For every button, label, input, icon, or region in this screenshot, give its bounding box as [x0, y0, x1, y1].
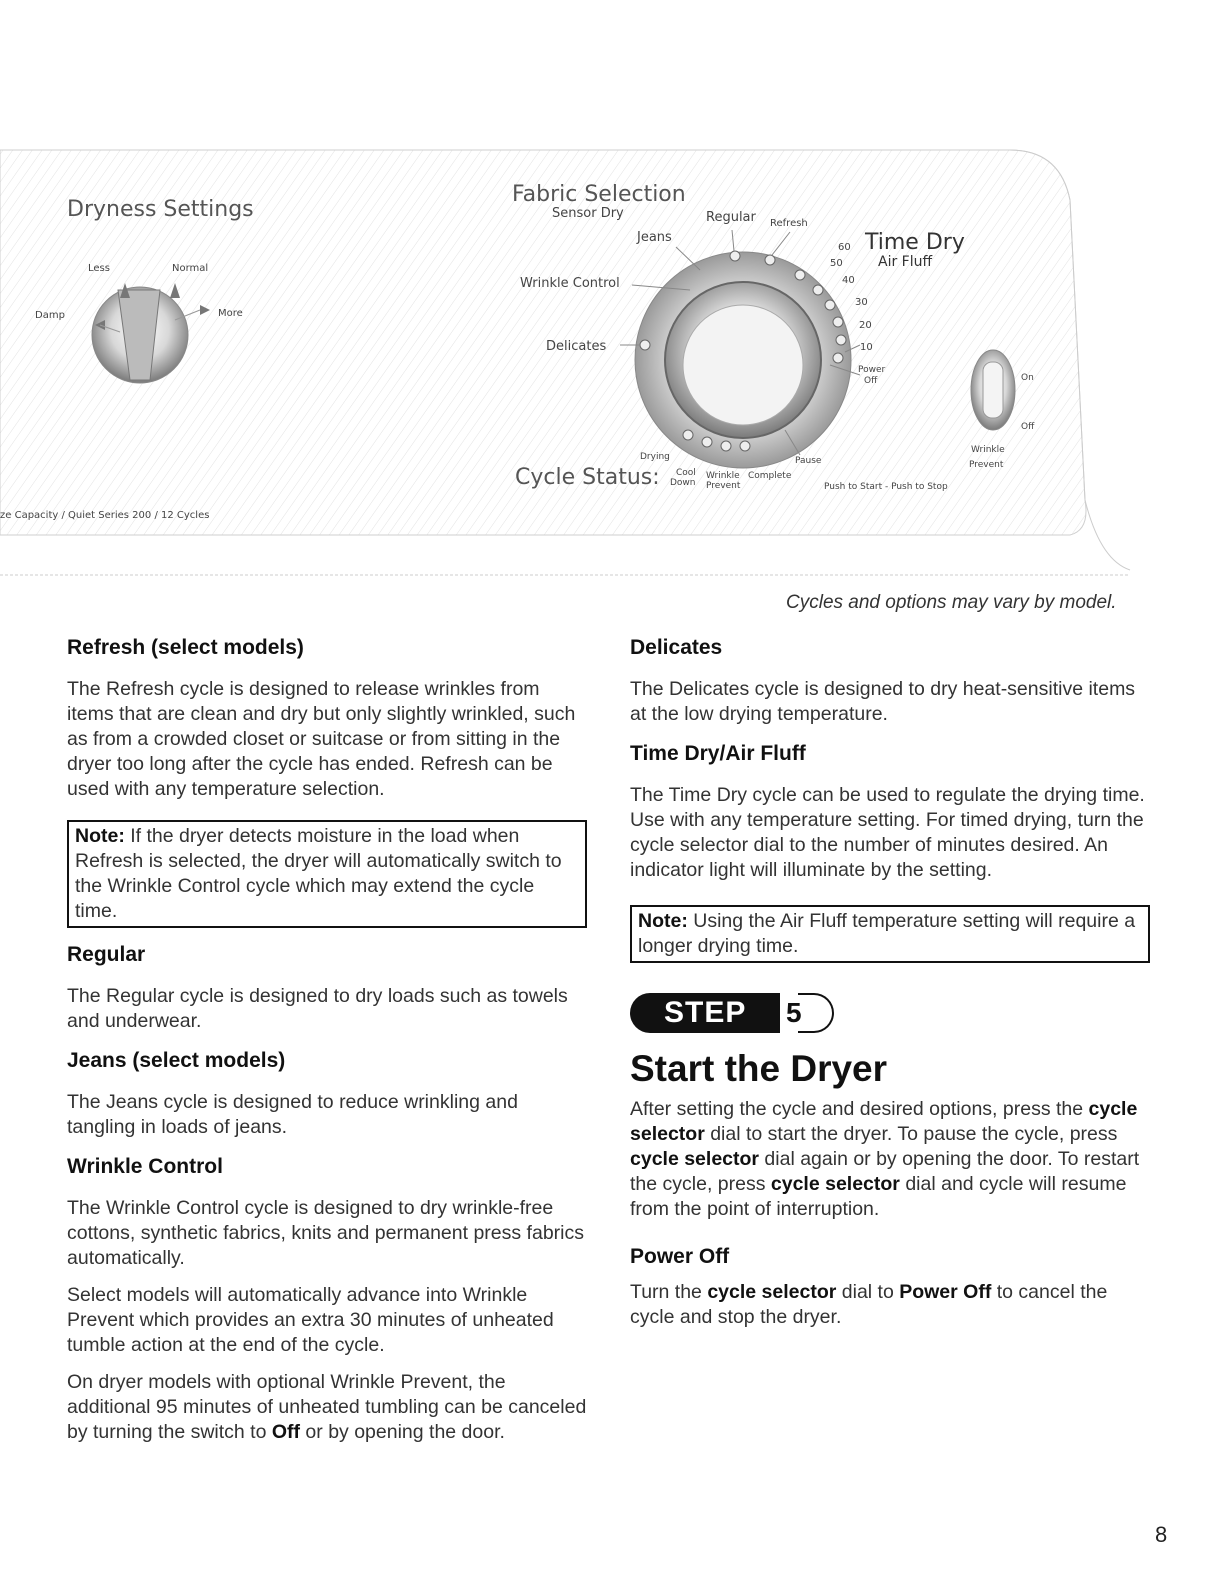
power-text-3: to cancel the cycle and stop the dryer. [630, 1281, 1108, 1328]
jeans-label: Jeans [637, 230, 672, 245]
left-column [67, 635, 587, 1445]
start-bold-1: cycle selector [630, 1098, 1138, 1145]
step-arc [798, 993, 834, 1033]
time-dry-heading: Time Dry/Air Fluff [630, 742, 806, 765]
jeans-paragraph: The Jeans cycle is designed to reduce wrinkling and tangling in loads of jeans. [67, 1091, 518, 1138]
time-20-label: 20 [859, 320, 872, 331]
wrinkle-prevent-switch-label-1: Wrinkle [971, 445, 1005, 455]
wrinkle-control-paragraph-3 [67, 1370, 587, 1445]
control-panel-illustration [0, 140, 1213, 600]
push-to-start-label: Push to Start - Push to Stop [824, 482, 948, 492]
refresh-label: Refresh [770, 218, 808, 229]
time-50-label: 50 [830, 258, 843, 269]
power-text-2: dial to [836, 1281, 900, 1303]
step-label: STEP [664, 996, 747, 1029]
status-drying-label: Drying [640, 452, 670, 462]
status-wrinkle-label: Wrinkle [706, 471, 740, 481]
start-bold-2: cycle selector [630, 1148, 760, 1170]
power-bold-2: Power Off [899, 1281, 992, 1303]
wrinkle-p3-off: Off [271, 1421, 301, 1443]
time-40-label: 40 [842, 275, 855, 286]
note-label: Note: [75, 825, 125, 847]
refresh-heading: Refresh (select models) [67, 636, 304, 659]
time-dry-paragraph: The Time Dry cycle can be used to regulate the drying time. Use with any temperature setting. For timed drying, turn the cycle selector dial to the number of minutes desired. An indicator light will illuminate by the setting. [630, 784, 1145, 881]
time-60-label: 60 [838, 242, 851, 253]
start-dryer-paragraph [630, 1097, 1150, 1222]
start-text-1: After setting the cycle and desired options, press the [630, 1098, 1089, 1120]
start-bold-3: cycle selector [770, 1173, 900, 1195]
panel-caption: Cycles and options may vary by model. [786, 592, 1117, 613]
power-text-1: Turn the [630, 1281, 708, 1303]
dryness-less-label: Less [88, 263, 110, 274]
status-prevent-label: Prevent [706, 481, 741, 491]
dryness-more-label: More [218, 308, 243, 319]
power-bold-1: cycle selector [707, 1281, 837, 1303]
step-number: 5 [786, 997, 802, 1028]
dryness-normal-label: Normal [172, 263, 209, 274]
page-number: 8 [1155, 1522, 1168, 1547]
power-off-paragraph [630, 1280, 1150, 1330]
wrinkle-control-label: Wrinkle Control [520, 276, 620, 291]
regular-paragraph: The Regular cycle is designed to dry loads such as towels and underwear. [67, 985, 568, 1032]
wrinkle-prevent-switch-label-2: Prevent [969, 460, 1004, 470]
start-text-4: dial and cycle will resume from the point of interruption. [630, 1173, 1127, 1220]
jeans-heading: Jeans (select models) [67, 1049, 286, 1072]
start-text-3: dial again or by opening the door. To restart the cycle, press [630, 1148, 1140, 1195]
power-off-label: Off [864, 376, 878, 386]
delicates-heading: Delicates [630, 636, 723, 659]
status-down-label: Down [670, 478, 696, 488]
note-label: Note: [638, 910, 688, 932]
note-text: If the dryer detects moisture in the load when Refresh is selected, the dryer will automatically switch to the Wrinkle Control cycle which may extend the cycle time. [75, 825, 562, 922]
sensor-dry-label: Sensor Dry [552, 206, 624, 221]
switch-on-label: On [1021, 373, 1034, 383]
air-fluff-label: Air Fluff [878, 254, 933, 270]
refresh-note-box [67, 820, 587, 928]
status-cool-label: Cool [676, 468, 696, 478]
dryness-damp-label: Damp [35, 310, 65, 321]
regular-heading: Regular [67, 943, 146, 966]
delicates-label: Delicates [546, 339, 607, 354]
right-column [630, 635, 1150, 1330]
wrinkle-p3-c: or by opening the door. [300, 1421, 505, 1443]
refresh-paragraph: The Refresh cycle is designed to release wrinkles from items that are clean and dry but only slightly wrinkled, such as from a crowded closet or suitcase or from sitting in the dryer too long after the cycle has ended. Refresh can be used with any temperature selection. [67, 678, 576, 800]
model-series-label: ze Capacity / Quiet Series 200 / 12 Cycles [0, 510, 210, 521]
time-dry-label: Time Dry [865, 230, 965, 255]
dryness-settings-title: Dryness Settings [67, 197, 254, 222]
status-complete-label: Complete [748, 471, 792, 481]
status-pause-label: Pause [795, 456, 822, 466]
note-text: Using the Air Fluff temperature setting will require a longer drying time. [638, 910, 1136, 957]
wrinkle-p3-a: On dryer models with optional Wrinkle Prevent, the additional 95 minutes of unheated tumbling can be canceled by turning the switch to [67, 1371, 587, 1443]
power-label: Power [858, 365, 886, 375]
start-dryer-heading: Start the Dryer [630, 1048, 888, 1089]
cycle-status-label: Cycle Status: [515, 465, 660, 490]
switch-off-label: Off [1021, 422, 1035, 432]
regular-label: Regular [706, 210, 756, 225]
delicates-paragraph: The Delicates cycle is designed to dry heat-sensitive items at the low drying temperature. [630, 678, 1136, 725]
wrinkle-control-paragraph-1: The Wrinkle Control cycle is designed to dry wrinkle-free cottons, synthetic fabrics, knits and permanent press fabrics automatically. [67, 1197, 584, 1269]
wrinkle-control-paragraph-2: Select models will automatically advance into Wrinkle Prevent which provides an extra 30 minutes of unheated tumble action at the end of the cycle. [67, 1284, 554, 1356]
time-10-label: 10 [860, 342, 873, 353]
air-fluff-note-box [630, 905, 1150, 963]
start-text-2: dial to start the dryer. To pause the cycle, press [704, 1123, 1118, 1145]
step-badge [630, 993, 840, 1033]
power-off-heading: Power Off [630, 1245, 730, 1268]
time-30-label: 30 [855, 297, 868, 308]
fabric-selection-title: Fabric Selection [512, 182, 686, 207]
wrinkle-control-heading: Wrinkle Control [67, 1155, 223, 1178]
